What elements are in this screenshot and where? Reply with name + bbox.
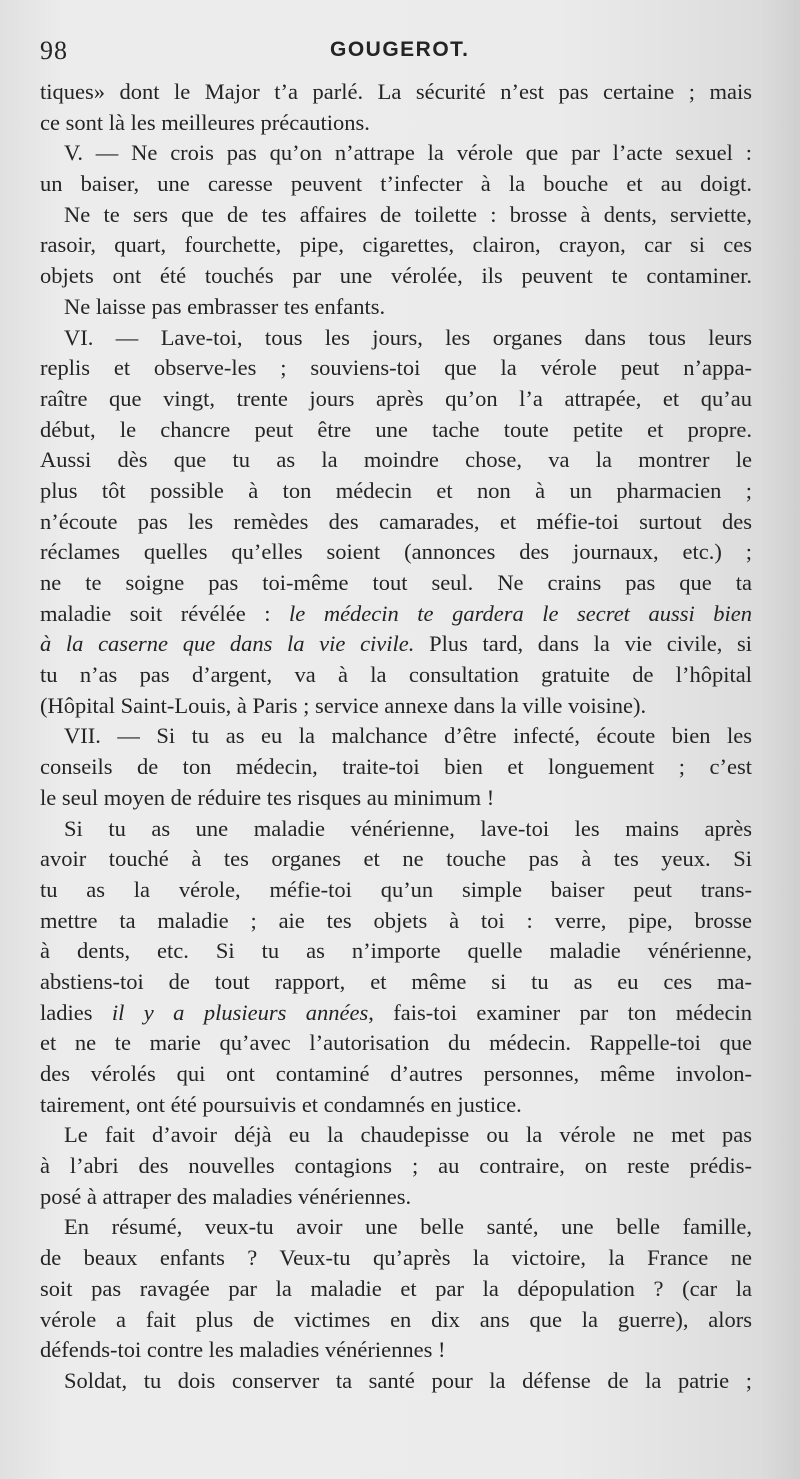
text-line: ce sont là les meilleures précautions.: [40, 109, 370, 135]
text-line: des vérolés qui ont contaminé d’autres personnes, même involon-: [40, 1061, 752, 1086]
text-line: avoir touché à tes organes et ne touche pas à tes yeux. Si: [40, 846, 752, 872]
text-line: un baiser, une caresse peuvent t’infecter à la bouche et au doigt.: [40, 171, 752, 197]
text-line: soit pas ravagée par la maladie et par la dépopulation ? (car la: [40, 1275, 752, 1301]
text-line: à dents, etc. Si tu as n’importe quelle maladie vénérienne,: [40, 938, 752, 964]
text-line: tu as la vérole, méfie-toi qu’un simple baiser peut trans-: [40, 876, 752, 902]
text-line: abstiens-toi de tout rapport, et même si tu as eu ces ma-: [40, 968, 752, 994]
text-line: tu n’as pas d’argent, va à la consultation gratuite de l’hôpital: [40, 662, 752, 688]
text-line: objets ont été touchés par une vérolée, ils peuvent te contaminer.: [40, 263, 752, 289]
text-line: ladies il y a plusieurs années, fais-toi examiner par ton médecin: [40, 999, 752, 1025]
text-line: Soldat, tu dois conserver ta santé pour la défense de la patrie ;: [64, 1367, 752, 1393]
text-line: de beaux enfants ? Veux-tu qu’après la victoire, la France ne: [40, 1245, 752, 1271]
text-line: (Hôpital Saint-Louis, à Paris ; service annexe dans la ville voisine).: [40, 692, 647, 718]
text-line: rasoir, quart, fourchette, pipe, cigarettes, clairon, crayon, car si ces: [40, 232, 752, 258]
text-line: Si tu as une maladie vénérienne, lave-toi les mains après: [64, 815, 752, 841]
text-line: réclames quelles qu’elles soient (annonces des journaux, etc.) ;: [40, 539, 752, 565]
text-line: tiques» dont le Major t’a parlé. La sécurité n’est pas certaine ; mais: [40, 79, 752, 104]
page-number: 98: [40, 36, 68, 65]
text-line: Aussi dès que tu as la moindre chose, va la montrer le: [40, 447, 752, 473]
text-line: à l’abri des nouvelles contagions ; au contraire, on reste prédis-: [40, 1153, 752, 1179]
text-line: maladie soit révélée : le médecin te gardera le secret aussi bien: [40, 600, 752, 626]
text-line: et ne te marie qu’avec l’autorisation du médecin. Rappelle-toi que: [40, 1030, 752, 1056]
text-line: tairement, ont été poursuivis et condamnés en justice.: [40, 1091, 522, 1117]
text-line: ne te soigne pas toi-même tout seul. Ne crains pas que ta: [40, 570, 752, 595]
body-text: [40, 77, 752, 1397]
text-line: Le fait d’avoir déjà eu la chaudepisse ou la vérole ne met pas: [64, 1122, 752, 1148]
text-line: posé à attraper des maladies vénériennes.: [40, 1183, 412, 1209]
page-header: [40, 28, 760, 65]
text-line: à la caserne que dans la vie civile. Plus tard, dans la vie civile, si: [40, 631, 752, 657]
text-line: n’écoute pas les remèdes des camarades, et méfie-toi surtout des: [40, 508, 752, 534]
text-line: V. — Ne crois pas qu’on n’attrape la vérole que par l’acte sexuel :: [64, 140, 752, 166]
text-line: raître que vingt, trente jours après qu’on l’a attrapée, et qu’au: [40, 385, 752, 411]
text-line: Ne laisse pas embrasser tes enfants.: [64, 293, 386, 319]
text-line: En résumé, veux-tu avoir une belle santé, une belle famille,: [64, 1214, 752, 1240]
text-line: vérole a fait plus de victimes en dix ans que la guerre), alors: [40, 1306, 752, 1332]
text-line: VII. — Si tu as eu la malchance d’être infecté, écoute bien les: [64, 723, 752, 749]
running-head: GOUGEROT.: [330, 38, 470, 61]
text-line: replis et observe-les ; souviens-toi que la vérole peut n’appa-: [40, 355, 752, 381]
text-line: mettre ta maladie ; aie tes objets à toi : verre, pipe, brosse: [40, 907, 752, 933]
text-line: VI. — Lave-toi, tous les jours, les organes dans tous leurs: [64, 324, 752, 350]
text-line: plus tôt possible à ton médecin et non à un pharmacien ;: [40, 477, 752, 503]
text-line: Ne te sers que de tes affaires de toilette : brosse à dents, serviette,: [64, 201, 752, 227]
text-line: conseils de ton médecin, traite-toi bien et longuement ; c’est: [40, 754, 752, 780]
text-line: le seul moyen de réduire tes risques au minimum !: [40, 784, 495, 810]
text-line: début, le chancre peut être une tache toute petite et propre.: [40, 416, 752, 442]
text-line: défends-toi contre les maladies vénériennes !: [40, 1337, 446, 1363]
